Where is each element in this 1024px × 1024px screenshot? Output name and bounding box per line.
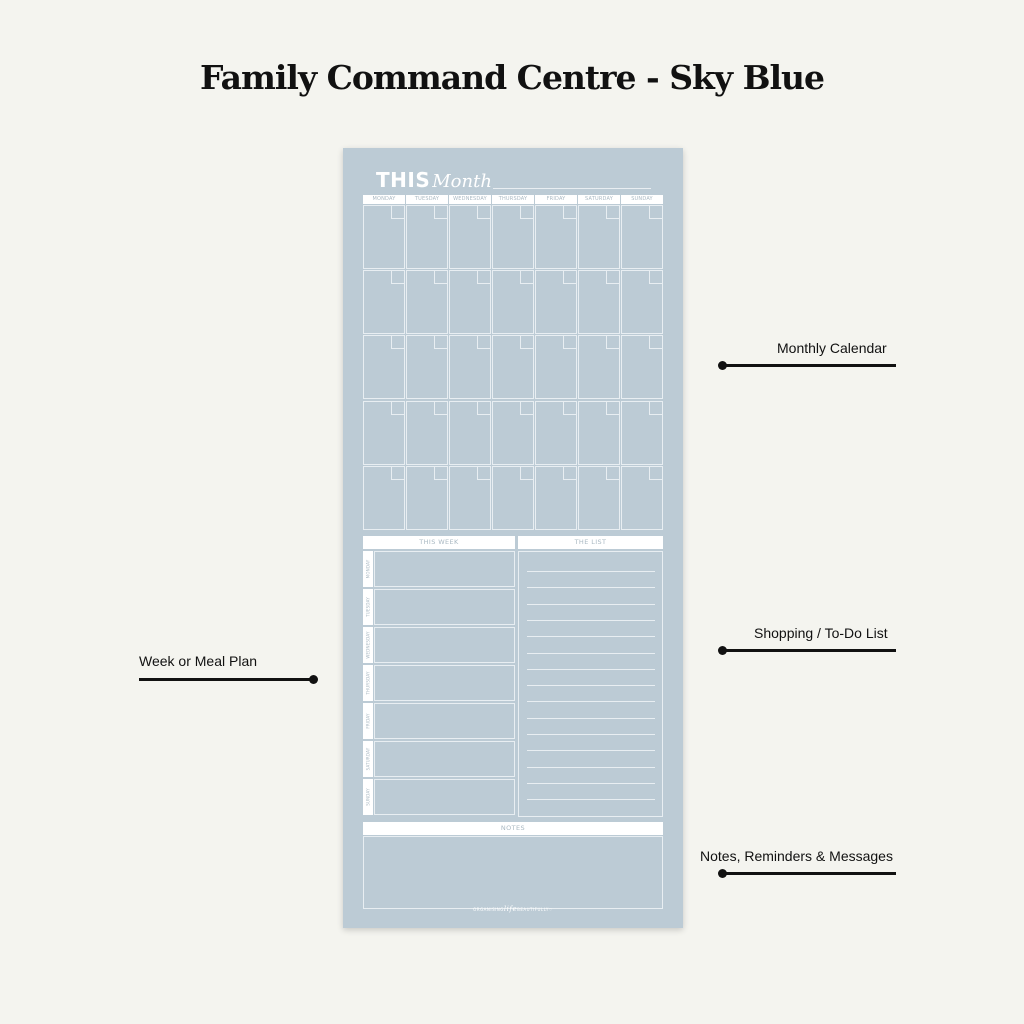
calendar-day-cell	[406, 205, 448, 269]
date-corner-box	[434, 467, 447, 480]
calendar-day-cell	[492, 270, 534, 334]
day-header-1: TUESDAY	[406, 195, 448, 204]
heading-this: THIS	[376, 168, 431, 192]
calendar-day-cell	[621, 270, 663, 334]
date-corner-box	[649, 467, 662, 480]
calendar-day-cell	[621, 205, 663, 269]
date-corner-box	[520, 206, 533, 219]
heart-icon: ♡	[548, 907, 553, 912]
week-row	[363, 589, 515, 625]
calendar-day-cell	[406, 270, 448, 334]
week-day-tab	[363, 779, 373, 815]
week-day-tab	[363, 627, 373, 663]
date-corner-box	[649, 271, 662, 284]
brand-right: BEAUTIFULLY	[517, 907, 549, 912]
callout-line-monthly	[722, 364, 896, 367]
week-day-box	[374, 551, 515, 587]
date-corner-box	[520, 271, 533, 284]
date-corner-box	[434, 206, 447, 219]
week-day-box	[374, 779, 515, 815]
day-header-6: SUNDAY	[621, 195, 663, 204]
date-corner-box	[606, 271, 619, 284]
calendar-day-cell	[449, 205, 491, 269]
calendar-day-cell	[535, 401, 577, 465]
week-day-tab	[363, 665, 373, 701]
this-week-header: THIS WEEK	[363, 536, 515, 549]
brand-script: life	[503, 905, 518, 913]
list-line	[527, 750, 655, 751]
calendar-day-cell	[535, 466, 577, 530]
calendar-day-cell	[492, 335, 534, 399]
date-corner-box	[391, 336, 404, 349]
calendar-day-cell	[535, 270, 577, 334]
list-line	[527, 799, 655, 800]
calendar-day-cell	[621, 335, 663, 399]
callout-line-shopping	[722, 649, 896, 652]
calendar-day-cell	[449, 335, 491, 399]
shopping-list-box	[518, 551, 663, 817]
date-corner-box	[520, 467, 533, 480]
date-corner-box	[606, 336, 619, 349]
date-corner-box	[563, 336, 576, 349]
notes-header: NOTES	[363, 822, 663, 835]
week-day-label: WEDNESDAY	[365, 631, 371, 659]
the-list-header: THE LIST	[518, 536, 663, 549]
calendar-day-cell	[578, 335, 620, 399]
week-day-tab	[363, 589, 373, 625]
calendar-day-cell	[492, 401, 534, 465]
week-day-label: MONDAY	[365, 559, 371, 579]
day-header-5: SATURDAY	[578, 195, 620, 204]
week-row	[363, 741, 515, 777]
date-corner-box	[563, 271, 576, 284]
calendar-day-cell	[363, 205, 405, 269]
week-day-box	[374, 627, 515, 663]
calendar-day-cell	[535, 205, 577, 269]
calendar-day-cell	[449, 466, 491, 530]
calendar-day-cell	[578, 205, 620, 269]
week-day-box	[374, 741, 515, 777]
week-day-tab	[363, 703, 373, 739]
date-corner-box	[477, 336, 490, 349]
list-line	[527, 636, 655, 637]
week-day-box	[374, 589, 515, 625]
week-row	[363, 627, 515, 663]
week-day-box	[374, 665, 515, 701]
week-row	[363, 703, 515, 739]
date-corner-box	[563, 206, 576, 219]
date-corner-box	[563, 402, 576, 415]
list-line	[527, 620, 655, 621]
week-row	[363, 779, 515, 815]
calendar-day-cell	[406, 335, 448, 399]
calendar-day-cell	[363, 335, 405, 399]
week-day-label: TUESDAY	[365, 597, 371, 617]
week-day-tab	[363, 551, 373, 587]
week-row	[363, 665, 515, 701]
date-corner-box	[434, 402, 447, 415]
list-line	[527, 734, 655, 735]
callout-line-notes	[722, 872, 896, 875]
date-corner-box	[391, 467, 404, 480]
week-row	[363, 551, 515, 587]
week-day-label: FRIDAY	[365, 713, 371, 729]
callout-notes: Notes, Reminders & Messages	[700, 848, 893, 864]
date-corner-box	[649, 206, 662, 219]
date-corner-box	[434, 271, 447, 284]
date-corner-box	[649, 402, 662, 415]
calendar-day-cell	[363, 270, 405, 334]
date-corner-box	[606, 467, 619, 480]
heading-rule	[493, 188, 651, 189]
date-corner-box	[434, 336, 447, 349]
date-corner-box	[391, 206, 404, 219]
calendar-day-cell	[363, 466, 405, 530]
date-corner-box	[520, 336, 533, 349]
calendar-day-cell	[535, 335, 577, 399]
callout-monthly-calendar: Monthly Calendar	[777, 340, 887, 356]
week-day-label: SUNDAY	[365, 788, 371, 806]
brand-mark	[343, 905, 683, 913]
list-line	[527, 669, 655, 670]
list-line	[527, 571, 655, 572]
week-day-label: THURSDAY	[365, 671, 371, 695]
calendar-day-cell	[406, 466, 448, 530]
calendar-day-cell	[578, 466, 620, 530]
date-corner-box	[606, 402, 619, 415]
date-corner-box	[391, 402, 404, 415]
date-corner-box	[477, 402, 490, 415]
calendar-day-cell	[363, 401, 405, 465]
brand-left: ORGANISING	[473, 907, 504, 912]
week-day-tab	[363, 741, 373, 777]
day-header-4: FRIDAY	[535, 195, 577, 204]
calendar-day-cell	[621, 401, 663, 465]
date-corner-box	[649, 336, 662, 349]
date-corner-box	[563, 467, 576, 480]
calendar-day-cell	[578, 270, 620, 334]
heading-month: Month	[432, 171, 492, 192]
calendar-day-cell	[449, 401, 491, 465]
calendar-day-cell	[449, 270, 491, 334]
calendar-day-cell	[492, 205, 534, 269]
callout-dot-week	[309, 675, 318, 684]
date-corner-box	[477, 271, 490, 284]
page-title: Family Command Centre - Sky Blue	[199, 58, 825, 97]
callout-line-week	[139, 678, 313, 681]
list-line	[527, 604, 655, 605]
calendar-day-cell	[492, 466, 534, 530]
list-line	[527, 653, 655, 654]
date-corner-box	[520, 402, 533, 415]
list-line	[527, 767, 655, 768]
calendar-day-cell	[578, 401, 620, 465]
list-line	[527, 701, 655, 702]
date-corner-box	[391, 271, 404, 284]
week-day-box	[374, 703, 515, 739]
list-line	[527, 587, 655, 588]
date-corner-box	[606, 206, 619, 219]
callout-week-plan: Week or Meal Plan	[139, 653, 258, 669]
date-corner-box	[477, 206, 490, 219]
list-line	[527, 685, 655, 686]
list-line	[527, 718, 655, 719]
day-header-2: WEDNESDAY	[449, 195, 491, 204]
day-header-3: THURSDAY	[492, 195, 534, 204]
calendar-day-cell	[621, 466, 663, 530]
callout-shopping-list: Shopping / To-Do List	[754, 625, 888, 641]
board-heading	[376, 168, 492, 192]
notes-box	[363, 836, 663, 909]
week-day-label: SATURDAY	[365, 747, 371, 771]
date-corner-box	[477, 467, 490, 480]
list-line	[527, 783, 655, 784]
calendar-day-cell	[406, 401, 448, 465]
command-centre-board	[343, 148, 683, 928]
day-header-0: MONDAY	[363, 195, 405, 204]
